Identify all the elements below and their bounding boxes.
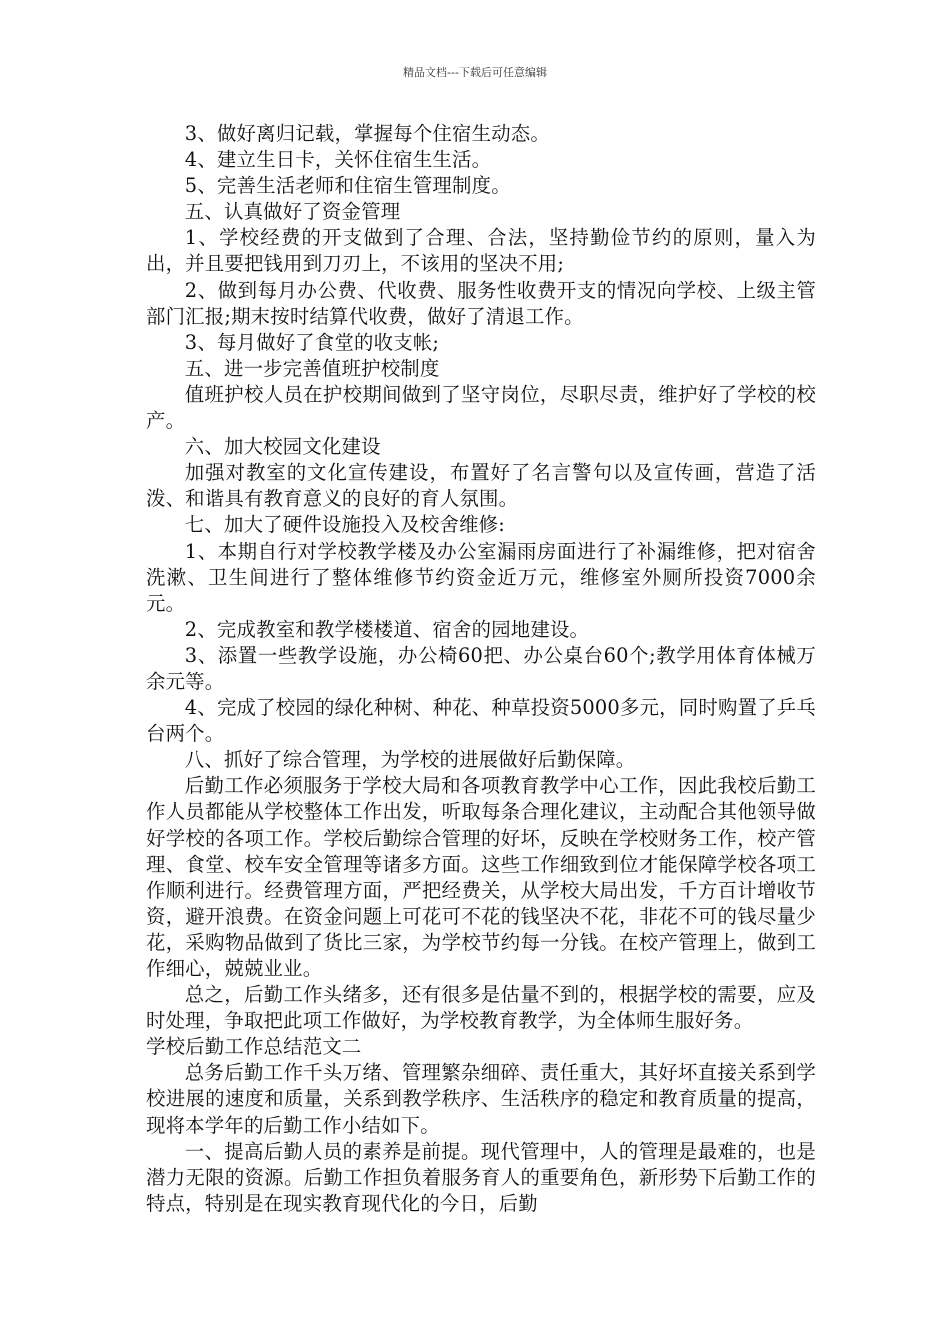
paragraph: 4、建立生日卡，关怀住宿生生活。 — [184, 148, 492, 172]
paragraph: 一、提高后勤人员的素养是前提。现代管理中，人的管理是最难的，也是潜力无限的资源。后勤工作担负着服务育人的重要角色，新形势下后勤工作的特点，特别是在现实教育现代化的今日，后勤 — [146, 1139, 816, 1215]
paragraph: 1、学校经费的开支做到了合理、合法，坚持勤俭节约的原则，量入为出，并且要把钱用到刀刃上，不该用的坚决不用; — [146, 226, 816, 276]
paragraph: 2、完成教室和教学楼楼道、宿舍的园地建设。 — [184, 617, 590, 641]
paragraph: 5、完善生活老师和住宿生管理制度。 — [184, 174, 511, 198]
page-header: 精品文档---下载后可任意编辑 — [403, 66, 547, 79]
paragraph: 总之，后勤工作头绪多，还有很多是估量不到的，根据学校的需要，应及时处理，争取把此项工作做好，为学校教育教学，为全体师生服好务。 — [146, 983, 816, 1033]
paragraph: 五、进一步完善值班护校制度 — [184, 356, 440, 380]
paragraph: 值班护校人员在护校期间做到了坚守岗位，尽职尽责，维护好了学校的校产。 — [146, 382, 816, 433]
paragraph: 3、每月做好了食堂的收支帐; — [184, 330, 440, 354]
paragraph: 加强对教室的文化宣传建设，布置好了名言警句以及宣传画，营造了活泼、和谐具有教育意义的良好的育人氛围。 — [146, 461, 816, 511]
paragraph: 八、抓好了综合管理，为学校的进展做好后勤保障。 — [184, 748, 636, 772]
paragraph: 六、加大校园文化建设 — [184, 435, 381, 459]
document-body — [146, 121, 816, 1217]
paragraph: 1、本期自行对学校教学楼及办公室漏雨房面进行了补漏维修，把对宿舍洗漱、卫生间进行了整体维修节约资金近万元，维修室外厕所投资7000余元。 — [146, 539, 816, 615]
paragraph: 后勤工作必须服务于学校大局和各项教育教学中心工作，因此我校后勤工作人员都能从学校整体工作出发，听取每条合理化建议，主动配合其他领导做好学校的各项工作。学校后勤综合管理的好坏，反映在学校财务工作，校产管理、食堂、校车安全管理等诸多方面。这些工作细致到位才能保障学校各项工作顺利进行。经费管理方面，严把经费关，从学校大局出发，千方百计增收节资，避开浪费。在资金问题上可花可不花的钱坚决不花，非花不可的钱尽量少花，采购物品做到了货比三家，为学校节约每一分钱。在校产管理上，做到工作细心，兢兢业业。 — [146, 774, 816, 980]
paragraph: 2、做到每月办公费、代收费、服务性收费开支的情况向学校、上级主管部门汇报;期末按时结算代收费，做好了清退工作。 — [146, 278, 816, 328]
paragraph: 总务后勤工作千头万绪、管理繁杂细碎、责任重大，其好坏直接关系到学校进展的速度和质量，关系到教学秩序、生活秩序的稳定和教育质量的提高，现将本学年的后勤工作小结如下。 — [146, 1061, 816, 1137]
paragraph: 3、做好离归记载，掌握每个住宿生动态。 — [184, 122, 550, 145]
paragraph: 4、完成了校园的绿化种树、种花、种草投资5000多元，同时购置了乒乓台两个。 — [146, 696, 816, 746]
section-heading: 学校后勤工作总结范文二 — [146, 1035, 362, 1059]
paragraph: 七、加大了硬件设施投入及校舍维修: — [184, 513, 505, 537]
paragraph: 3、添置一些教学设施，办公椅60把、办公桌台60个;教学用体育体械万余元等。 — [146, 643, 816, 693]
paragraph: 五、认真做好了资金管理 — [184, 200, 401, 224]
